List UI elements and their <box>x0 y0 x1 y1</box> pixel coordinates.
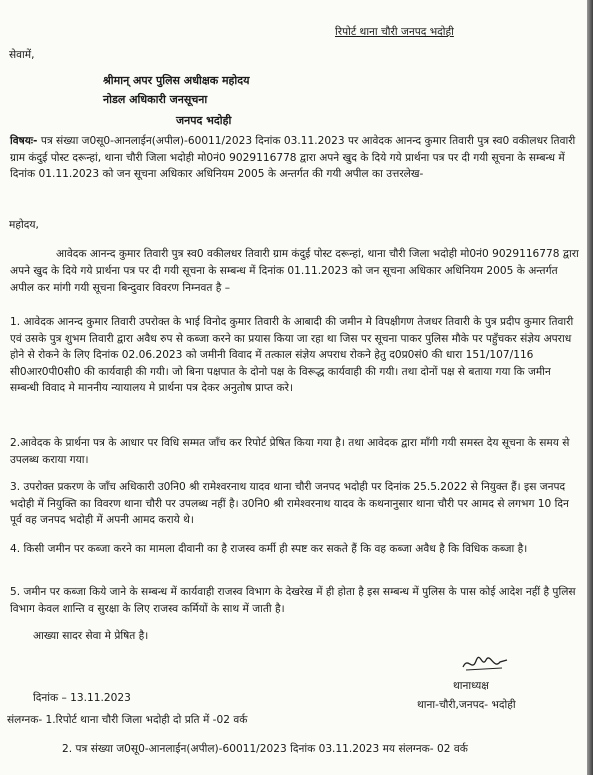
addressee-line-3: जनपद भदोही <box>176 114 232 127</box>
page-edge-shadow <box>587 0 593 775</box>
point-1: 1. आवेदक आनन्द कुमार तिवारी उपरोक्त के भाई विनोद कुमार तिवारी के आबादी की जमीन मे विपक्षीगण तेजधर तिवारी के पुत्र प्रदीप कुमार तिवारी एवं उसके पुत्र शुभम तिवारी द्वारा अवैध रुप से कब्जा करने का प्रयास किया जा रहा था जिस पर सूचना पाकर पुलिस मौके पर पहुँचकर संज्ञेय अपराध होने से रोकने के लिए दिनांक 02.06.2023 को जमीनी विवाद में तत्काल संज्ञेय अपराध रोकने हेतु द0प्र0सं0 की धारा 151/107/116 सी0आर0पी0सी0 की कार्यवाही की गयी। जो बिना पक्षपात के दोनो पक्ष के विरूद्ध कार्यवाही की गयी। तथा दोनों पक्ष से बताया गया कि जमीन सम्बन्धी विवाद मे माननीय न्यायालय मे प्रार्थना पत्र देकर अनुतोष प्राप्त करे। <box>10 316 574 394</box>
signatory-station: थाना-चौरी,जनपद- भदोही <box>417 699 516 711</box>
subject-text: पत्र संख्या ज0सू0-आनलाईन(अपील)-60011/2023 दिनांक 03.11.2023 पर आवेदक आनन्द कुमार तिवारी पुत्र स्व0 वकीलधर तिवारी ग्राम कंदुई पोस्ट दरून्हां, थाना चौरी जिला भदोही मो0नं0 9029116778 द्वारा अपने खुद के दिये गये प्रार्थना पत्र पर दी गयी सूचना के सम्बन्ध में दिनांक 01.11.2023 को जन सूचना अधिकार अधिनियम 2005 के अन्तर्गत की गयी अपील का उत्तरलेख- <box>10 135 576 180</box>
document-date: दिनांक – 13.11.2023 <box>33 692 131 704</box>
intro-paragraph: आवेदक आनन्द कुमार तिवारी पुत्र स्व0 वकीलधर तिवारी ग्राम कंदुई पोस्ट दरून्हां, थाना चौरी जिला भदोही मो0नं0 9029116778 द्वारा अपने खुद के दिये गये प्रार्थना पत्र पर दी गयी सूचना के सम्बन्ध में दिनांक 01.11.2023 को जन सूचना अधिकार अधिनियम 2005 के अन्तर्गत अपील कर मांगी गयी सूचना बिन्दुवार विवरण निम्नवत है – <box>10 248 579 294</box>
enclosure-item-2: 2. पत्र संख्या ज0सू0-आनलाईन(अपील)-60011/2023 दिनांक 03.11.2023 मय संलग्नक- 02 वर्क <box>62 743 468 755</box>
point-3: 3. उपरोक्त प्रकरण के जाँच अधिकारी उ0नि0 श्री रामेश्वरनाथ यादव थाना चौरी जनपद भदोही पर दिनांक 25.5.2022 से नियुक्त हैं। इस जनपद भदोही में नियुक्ति का विवरण थाना चौरी पर उपलब्ध नहीं है। उ0नि0 श्री रामेश्वरनाथ यादव के कथनानुसार थाना चौरी पर आमद से लगभग 10 दिन पूर्व वह जनपद भदोही में अपनी आमद कराये थे। <box>10 481 569 526</box>
enclosure-item-1: संलग्नक- 1.रिपोर्ट थाना चौरी जिला भदोही दो प्रति में -02 वर्क <box>7 714 248 726</box>
addressee-line-1: श्रीमान् अपर पुलिस अधीक्षक महोदय <box>103 74 250 87</box>
subject-block <box>10 133 582 183</box>
signatory-designation: थानाध्यक्ष <box>453 680 489 692</box>
subject-label: विषयः- <box>10 135 38 147</box>
point-4: 4. किसी जमीन पर कब्जा करने का मामला दीवानी का है राजस्व कर्मी ही स्पष्ट कर सकते हैं कि वह कब्जा अवैध है कि विधिक कब्जा है। <box>10 543 528 555</box>
addressee-line-2: नोडल अधिकारी जनसूचना <box>103 93 208 106</box>
closing-line: आख्या सादर सेवा मे प्रेषित है। <box>33 630 149 642</box>
signature-scribble <box>460 652 510 674</box>
point-2: 2.आवेदक के प्रार्थना पत्र के आधार पर विधि सम्मत जाँच कर रिपोर्ट प्रेषित किया गया है। तथा आवेदक द्वारा माँगी गयी समस्त देय सूचना के समय से उपलब्ध कराया गया। <box>10 437 570 466</box>
report-title: रिपोर्ट थाना चौरी जनपद भदोही <box>335 26 454 38</box>
point-5: 5. जमीन पर कब्जा किये जाने के सम्बन्ध में कार्यवाही राजस्व विभाग के देखरेख में ही होता है इस सम्बन्ध में पुलिस के पास कोई आदेश नहीं है पुलिस विभाग केवल शान्ति व सुरक्षा के लिए राजस्व कर्मियों के साथ में जाती है। <box>10 586 576 615</box>
salutation: सेवामें, <box>9 49 35 61</box>
greeting: महोदय, <box>9 219 39 231</box>
